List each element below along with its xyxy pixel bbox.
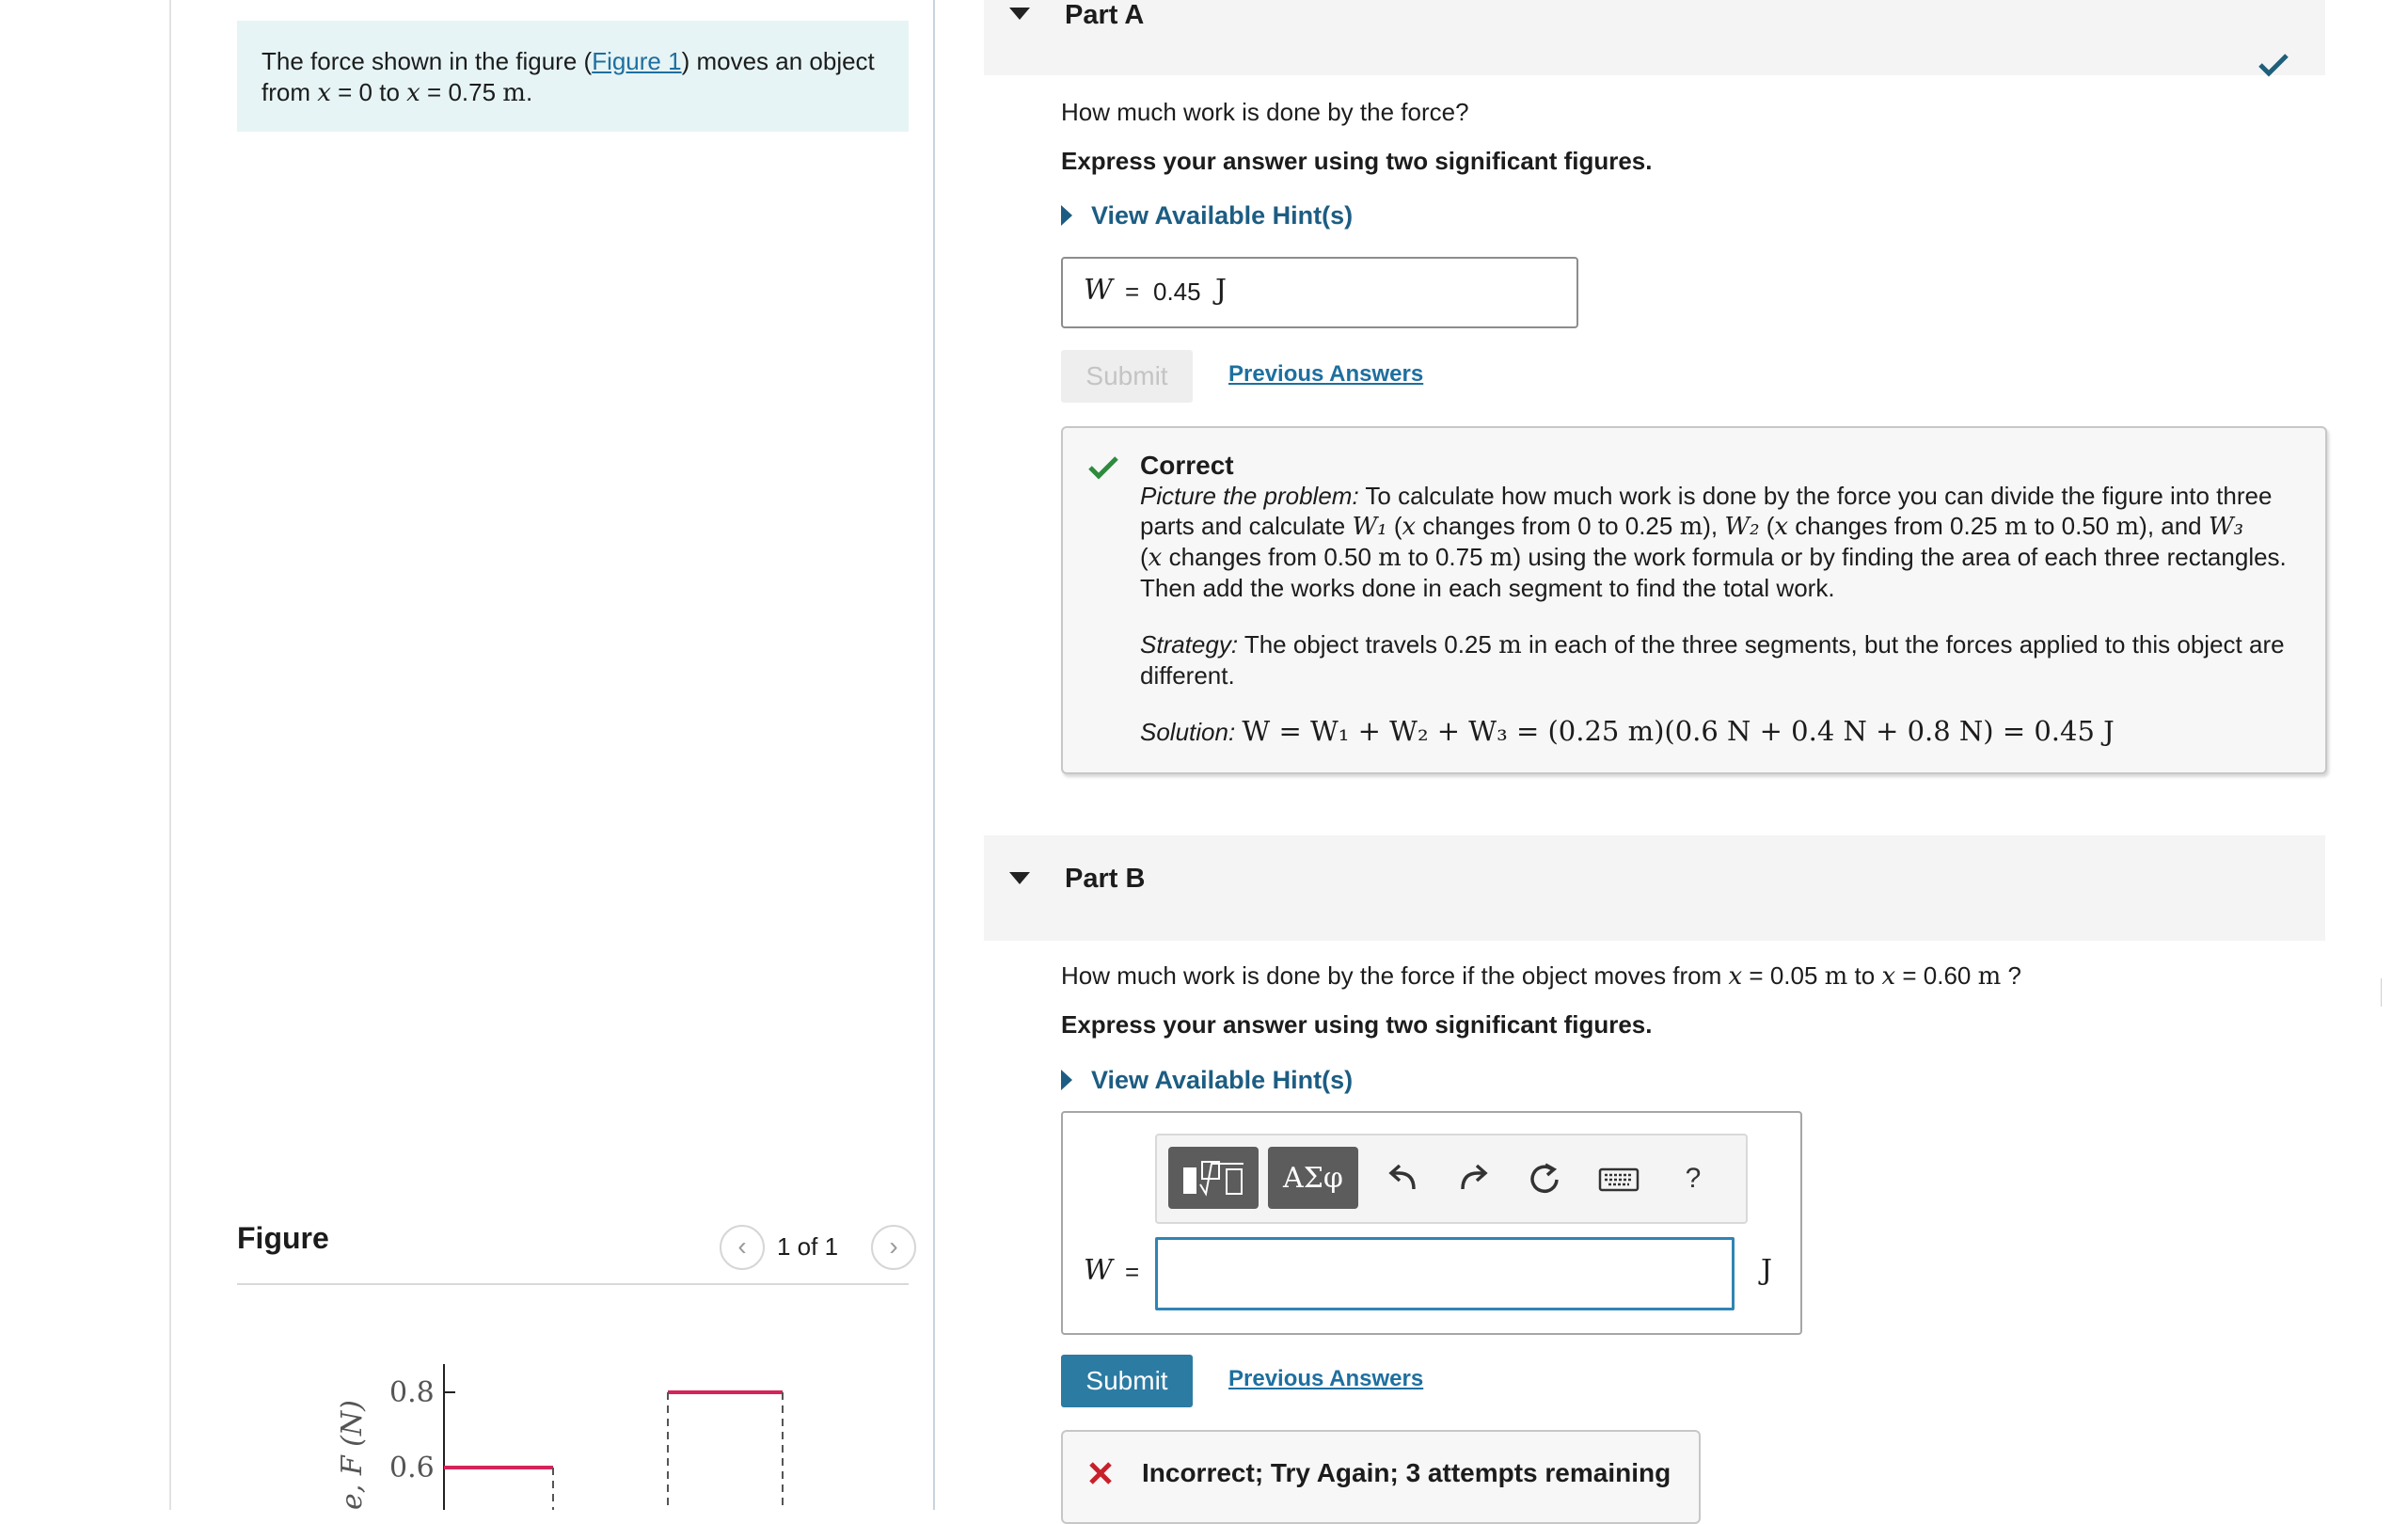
x-var-7: x: [1881, 962, 1896, 991]
figure-next-button[interactable]: [871, 1225, 916, 1270]
p1-line2c: changes from 0 to 0.25: [1416, 512, 1680, 540]
q-text-c: to: [1847, 961, 1882, 990]
reset-icon[interactable]: [1516, 1147, 1573, 1211]
intro-eq: = 0 to: [330, 78, 407, 106]
answer-value: 0.45: [1153, 278, 1201, 306]
hint-label: View Available Hint(s): [1091, 1066, 1354, 1094]
w2: W₂: [1724, 513, 1760, 541]
redo-icon[interactable]: [1445, 1147, 1501, 1211]
page-edge-mark: [2381, 978, 2382, 1007]
p1-line2a: parts and calculate: [1140, 512, 1353, 540]
p1-line2d: ),: [1703, 512, 1725, 540]
p1-line3c: ) using the work formula or by finding the area of each three rectangles.: [1513, 543, 2287, 571]
unit-m-2: m: [1679, 513, 1703, 541]
unit-m-9: m: [1977, 962, 2002, 991]
intro-text: The force shown in the figure (: [261, 47, 593, 75]
w1: W₁: [1352, 513, 1387, 541]
solution-formula: W = W₁ + W₂ + W₃ = (0.25 m)(0.6 N + 0.4 N + 0.8 N) = 0.45 J: [1242, 715, 2115, 747]
figure-prev-button[interactable]: [720, 1225, 765, 1270]
figure-header: [237, 1214, 909, 1285]
part-a-previous-answers-link[interactable]: Previous Answers: [1228, 361, 1424, 387]
w3: W₃: [2208, 513, 2244, 541]
feedback-strategy: [1140, 629, 2306, 691]
x-var-3: x: [1402, 513, 1417, 541]
y-axis-label: e, F (N): [336, 1400, 369, 1510]
column-divider: [933, 0, 935, 1510]
answer-eq: =: [1125, 278, 1140, 306]
feedback-solution: [1140, 716, 2306, 747]
undo-icon[interactable]: [1375, 1147, 1432, 1211]
x-var-2: x: [406, 79, 420, 107]
p2-line2: different.: [1140, 661, 1235, 690]
p1-line2f: to 0.50: [2027, 512, 2116, 540]
p1-line2b: (: [1386, 512, 1402, 540]
part-a-instruction: Express your answer using two significant figures.: [1061, 147, 1653, 175]
part-a-answer-field[interactable]: [1061, 257, 1578, 328]
solution-label: Solution:: [1140, 718, 1236, 746]
keyboard-icon[interactable]: [1586, 1147, 1652, 1211]
p1-line2e: changes from 0.25: [1788, 512, 2004, 540]
intro-text-2: ) moves an object: [681, 47, 875, 75]
figure-link[interactable]: Figure 1: [592, 47, 682, 75]
templates-glyph: [1178, 1156, 1249, 1199]
collapse-triangle-icon[interactable]: [1009, 8, 1030, 20]
reset-glyph: [1527, 1161, 1562, 1197]
expand-triangle-icon: [1061, 1070, 1072, 1090]
unit-m-7: m: [1498, 631, 1522, 659]
collapse-triangle-icon[interactable]: [1009, 872, 1030, 884]
chevron-left-icon: ‹: [737, 1231, 747, 1261]
intro-period: .: [525, 78, 533, 106]
greek-symbols-button[interactable]: ΑΣφ: [1268, 1147, 1358, 1209]
part-b-submit-button[interactable]: Submit: [1061, 1355, 1193, 1407]
part-a-question: How much work is done by the force?: [1061, 98, 1469, 126]
hint-label: View Available Hint(s): [1091, 201, 1354, 230]
intro-from: from: [261, 78, 318, 106]
p1-line2b-2: (: [1759, 512, 1775, 540]
p1-line1: To calculate how much work is done by the force you can divide the figure into three: [1358, 482, 2273, 510]
templates-icon[interactable]: [1168, 1147, 1259, 1209]
part-b-question: [1061, 961, 2021, 991]
part-a-feedback: [1061, 426, 2327, 774]
x-var-6: x: [1728, 962, 1743, 991]
unit-m-8: m: [1824, 962, 1848, 991]
unit-m-3: m: [2004, 513, 2028, 541]
part-a-submit-button[interactable]: Submit: [1061, 350, 1193, 403]
math-toolbar: [1155, 1134, 1748, 1224]
part-a-title: Part A: [1065, 0, 1145, 30]
q-text-d: = 0.60: [1895, 961, 1978, 990]
correct-check-icon: [1087, 454, 1119, 481]
x-var-4: x: [1774, 513, 1789, 541]
picture-label: Picture the problem:: [1140, 482, 1359, 510]
force-graph: [237, 1317, 909, 1510]
p2-line1a: The object travels 0.25: [1238, 630, 1499, 659]
redo-glyph: [1457, 1163, 1489, 1195]
part-b-title: Part B: [1065, 864, 1146, 894]
part-a-complete-check-icon: [2258, 53, 2289, 77]
unit-m-4: m: [2115, 513, 2140, 541]
p2-line1b: in each of the three segments, but the forces applied to this object are: [1521, 630, 2285, 659]
y-tick-label-0.8: 0.8: [389, 1376, 435, 1409]
problem-intro: [237, 21, 909, 132]
answer-eq: =: [1125, 1258, 1140, 1286]
expand-triangle-icon: [1061, 205, 1072, 226]
part-a-header[interactable]: [984, 0, 2325, 75]
incorrect-message: Incorrect; Try Again; 3 attempts remaining: [1142, 1458, 1671, 1487]
figure-pager-text: 1 of 1: [777, 1232, 839, 1261]
answer-unit: J: [1761, 1254, 1773, 1287]
answer-var: W: [1084, 1254, 1113, 1287]
chevron-right-icon: ›: [889, 1231, 898, 1261]
part-b-feedback: [1061, 1430, 1701, 1524]
keyboard-glyph: [1598, 1166, 1640, 1192]
p1-line4: Then add the works done in each segment to find the total work.: [1140, 574, 1835, 602]
feedback-heading: Correct: [1140, 451, 1234, 480]
x-var-5: x: [1148, 544, 1163, 572]
part-b-instruction: Express your answer using two significant figures.: [1061, 1010, 1653, 1039]
help-button[interactable]: ?: [1685, 1163, 1702, 1194]
q-text-b: = 0.05: [1742, 961, 1825, 990]
q-text-e: ?: [2001, 961, 2021, 990]
y-tick-label-0.6: 0.6: [389, 1452, 435, 1484]
part-b-hint-toggle[interactable]: [1061, 1066, 1353, 1095]
part-b-answer-widget: [1061, 1111, 1802, 1335]
unit-m-6: m: [1489, 544, 1513, 572]
left-border: [169, 0, 171, 1510]
intro-eq2: = 0.75: [420, 78, 503, 106]
answer-unit: J: [1215, 274, 1228, 307]
unit-m: m: [502, 79, 526, 107]
feedback-picture-problem: Picture the problem: To calculate how much work is done by the force you can divide the figure into three parts and calculate W₁ (x changes from 0 to 0.25 m), W₂ (x changes from 0.25 m to 0.50 m), and W₃ (x changes from 0.50 m to 0.75 m) using the work formula or by finding the area of each three rectangles. Then add the works done in each segment to find the total work.: [1140, 482, 2287, 602]
strategy-label: Strategy:: [1140, 630, 1239, 659]
x-var: x: [317, 79, 331, 107]
figure-title: Figure: [237, 1221, 329, 1255]
part-b-previous-answers-link[interactable]: Previous Answers: [1228, 1366, 1424, 1391]
unit-m-5: m: [1378, 544, 1402, 572]
p1-line3b: to 0.75: [1401, 543, 1490, 571]
part-b-answer-input[interactable]: [1155, 1237, 1735, 1310]
q-text-a: How much work is done by the force if the object moves from: [1061, 961, 1729, 990]
p1-line3a: changes from 0.50: [1162, 543, 1379, 571]
answer-var: W: [1084, 274, 1113, 307]
undo-glyph: [1387, 1163, 1419, 1195]
incorrect-x-icon: [1087, 1460, 1114, 1486]
part-a-hint-toggle[interactable]: [1061, 201, 1353, 230]
part-b-header[interactable]: [984, 835, 2325, 941]
p1-line2g: ), and: [2139, 512, 2209, 540]
